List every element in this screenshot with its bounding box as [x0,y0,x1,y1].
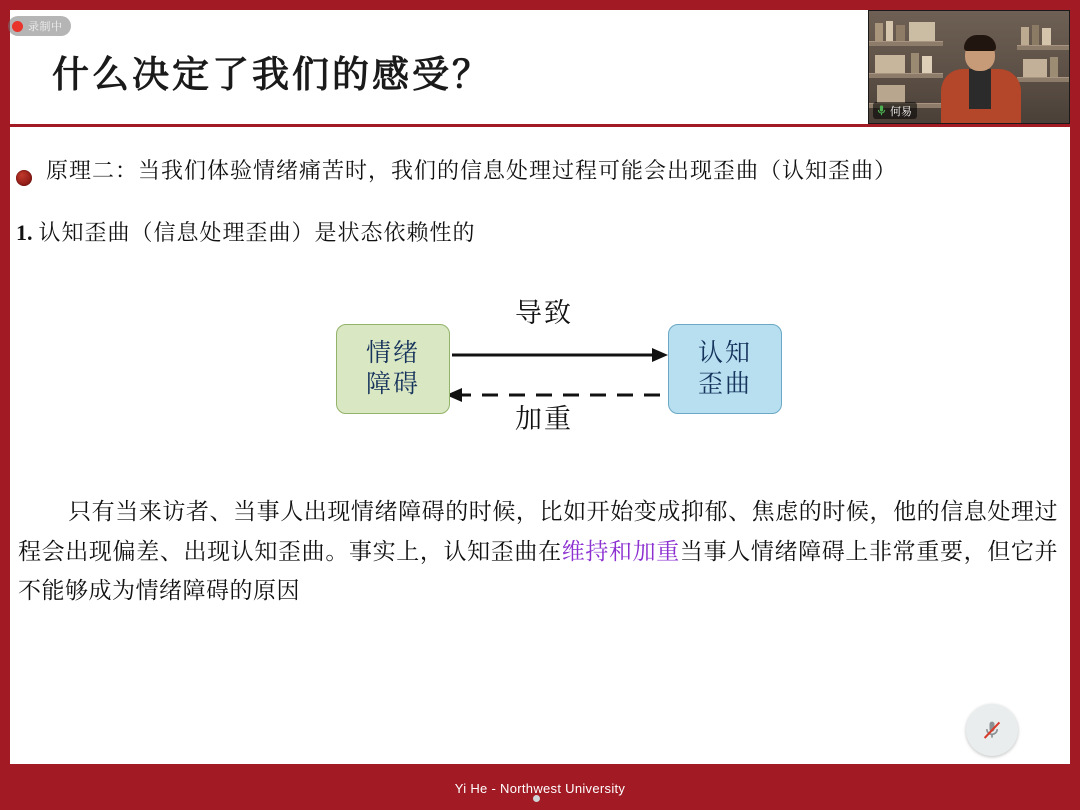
participant-shirt [969,69,991,109]
slide-title: 什么决定了我们的感受？ [52,55,492,96]
book [896,25,905,41]
book [922,56,932,73]
recording-badge [8,16,71,36]
book [909,22,935,41]
recording-label: 录制中 [28,21,63,33]
participant-name-chip [873,102,917,119]
diagram-label-leads-to: 导致 [515,298,573,328]
book [875,55,905,73]
bullet-dot-icon [16,170,32,186]
diagram-box-cognitive-line1: 认知 [697,339,752,367]
slide-top-border [0,0,1080,10]
participant-video-tile[interactable] [868,10,1070,124]
book [1042,28,1051,45]
book [911,53,919,73]
numbered-item-text: 认知歪曲（信息处理歪曲）是状态依赖性的 [38,220,476,245]
slide-left-border [0,0,10,810]
slide-paragraph [18,492,1058,611]
microphone-muted-icon [980,718,1004,742]
diagram-box-emotional-line1: 情绪 [365,339,420,367]
slide-right-border [1070,0,1080,810]
paragraph-part1: 只有当来访者、当事人出现情绪障碍的时候，比如开始变成抑郁、焦虑的时候，他的信息处理过程会出现偏差、出现认知歪曲。事实上，认知歪曲在 [18,499,1058,564]
numbered-item-row [16,216,476,247]
participant-name: 何易 [890,105,912,118]
book [1050,57,1058,77]
diagram-box-cognitive-line2: 歪曲 [697,371,752,398]
book [1032,25,1039,45]
diagram-box-cognitive-distortion [668,324,782,414]
footer-label: Yi He - Northwest University [454,781,626,796]
diagram-box-emotional-line2: 障碍 [365,371,420,398]
paragraph-part2: 当事人情绪障碍上非常重要，但它并不能够成为情绪障碍的原因 [18,538,1059,604]
paragraph-highlight: 维持和加重 [561,538,680,564]
microphone-muted-small-icon [876,104,887,117]
footer-progress-dot [533,795,540,802]
diagram-label-aggravates: 加重 [515,404,573,434]
diagram-box-emotional-disorder [336,324,450,414]
mute-toggle-button[interactable] [966,704,1018,756]
cycle-diagram [330,285,790,445]
book [1023,59,1047,77]
principle-bullet-row [16,158,897,186]
book [875,23,883,41]
numbered-item-number: 1. [16,220,33,245]
book [877,85,905,103]
recording-dot-icon [12,21,23,32]
bookshelf-shelf [869,73,943,78]
participant-hair [964,35,996,51]
book [1021,27,1029,45]
title-divider [10,124,1070,127]
bookshelf-shelf [869,41,943,46]
principle-text: 原理二：当我们体验情绪痛苦时，我们的信息处理过程可能会出现歪曲（认知歪曲） [46,158,898,183]
book [886,21,893,41]
bookshelf-shelf [1017,77,1069,82]
bookshelf-shelf [1017,45,1069,50]
